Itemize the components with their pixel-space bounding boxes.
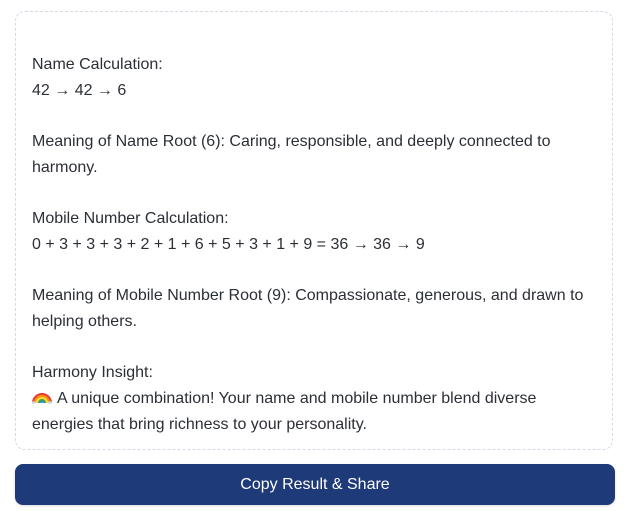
mobile-calculation-section (32, 206, 592, 258)
harmony-insight-text-line (32, 386, 592, 438)
copy-result-share-button[interactable]: Copy Result & Share (15, 464, 615, 505)
result-text (32, 52, 592, 438)
harmony-insight-section (32, 360, 592, 438)
harmony-insight-text: A unique combination! Your name and mobile number blend diverse energies that bring richness to your personality. (32, 390, 537, 433)
name-calculation-section (32, 52, 592, 104)
rainbow-icon (32, 390, 52, 404)
name-calculation-value: 42 → 42 → 6 (32, 82, 127, 99)
mobile-root-meaning: Meaning of Mobile Number Root (9): Compassionate, generous, and drawn to helping others. (32, 287, 584, 330)
mobile-calculation-value: 0 + 3 + 3 + 3 + 2 + 1 + 6 + 5 + 3 + 1 + 9 = 36 → 36 → 9 (32, 236, 425, 253)
name-meaning-section (32, 129, 592, 181)
result-card (15, 11, 613, 450)
harmony-insight-label: Harmony Insight: (32, 364, 153, 381)
name-root-meaning: Meaning of Name Root (6): Caring, responsible, and deeply connected to harmony. (32, 133, 551, 176)
name-calculation-label: Name Calculation: (32, 56, 163, 73)
mobile-calculation-label: Mobile Number Calculation: (32, 210, 229, 227)
mobile-meaning-section (32, 283, 592, 335)
